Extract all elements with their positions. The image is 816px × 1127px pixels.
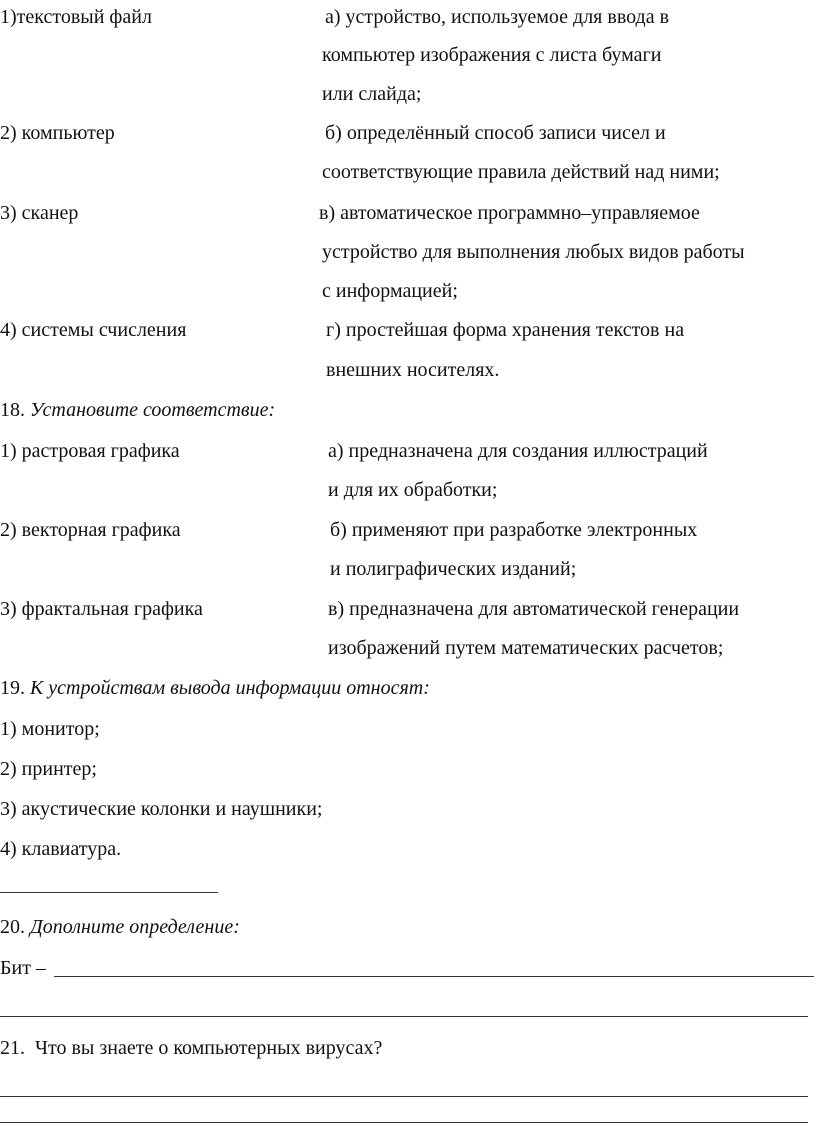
q17-left-2: 2) компьютер: [0, 122, 115, 144]
q21-question: Что вы знаете о компьютерных вирусах?: [35, 1037, 383, 1059]
q17-right-g-line2: внешних носителях.: [326, 359, 500, 381]
q19-option-4: 4) клавиатура.: [0, 838, 122, 860]
q19-option-3: 3) акустические колонки и наушники;: [0, 798, 323, 820]
q17-right-v-line3: с информацией;: [322, 280, 458, 302]
q18-number: 18.: [0, 399, 25, 421]
q18-left-1: 1) растровая графика: [0, 440, 180, 462]
q20-term: Бит –: [0, 957, 46, 979]
q18-right-b-line2: и полиграфических изданий;: [330, 558, 577, 580]
q21-number: 21.: [0, 1037, 25, 1059]
q18-right-a-line2: и для их обработки;: [328, 479, 498, 501]
q17-right-b-line2: соответствующие правила действий над ними;: [322, 161, 720, 183]
q17-right-a-line1: а) устройство, используемое для ввода в: [325, 6, 670, 28]
q18-right-v-line2: изображений путем математических расчетов;: [328, 637, 724, 659]
q20-answer-line-1[interactable]: [54, 976, 814, 977]
q20-number: 20.: [0, 916, 25, 938]
q19-heading: [0, 676, 430, 700]
q18-heading: [0, 398, 275, 422]
q17-right-v-line1: в) автоматическое программно–управляемое: [319, 202, 700, 224]
q17-right-v-line2: устройство для выполнения любых видов работы: [322, 241, 745, 263]
q18-prompt: Установите соответствие:: [30, 399, 276, 421]
q17-right-b-line1: б) определённый способ записи чисел и: [325, 122, 666, 144]
q20-answer-line-2[interactable]: [0, 1016, 808, 1017]
q17-right-a-line2: компьютер изображения с листа бумаги: [322, 44, 662, 66]
q20-prompt: Дополните определение:: [30, 916, 240, 938]
q17-right-a-line3: или слайда;: [322, 83, 422, 105]
q17-left-1: 1)текстовый файл: [0, 6, 152, 28]
q18-right-b-line1: б) применяют при разработке электронных: [330, 519, 698, 541]
separator-rule: [0, 892, 218, 893]
q17-left-4: 4) системы счисления: [0, 319, 187, 341]
q19-prompt: К устройствам вывода информации относят:: [30, 677, 430, 699]
q21-heading: [0, 1036, 382, 1060]
q19-number: 19.: [0, 677, 25, 699]
q18-right-v-line1: в) предназначена для автоматической генерации: [328, 598, 740, 620]
q18-right-a-line1: а) предназначена для создания иллюстраций: [328, 440, 708, 462]
q19-option-2: 2) принтер;: [0, 758, 97, 780]
q18-left-3: 3) фрактальная графика: [0, 598, 203, 620]
q21-answer-line-1[interactable]: [0, 1096, 808, 1097]
q21-answer-line-2[interactable]: [0, 1122, 808, 1123]
q18-left-2: 2) векторная графика: [0, 519, 181, 541]
q17-right-g-line1: г) простейшая форма хранения текстов на: [326, 319, 685, 341]
q19-option-1: 1) монитор;: [0, 718, 100, 740]
q17-left-3: 3) сканер: [0, 202, 79, 224]
q20-heading: [0, 915, 240, 939]
